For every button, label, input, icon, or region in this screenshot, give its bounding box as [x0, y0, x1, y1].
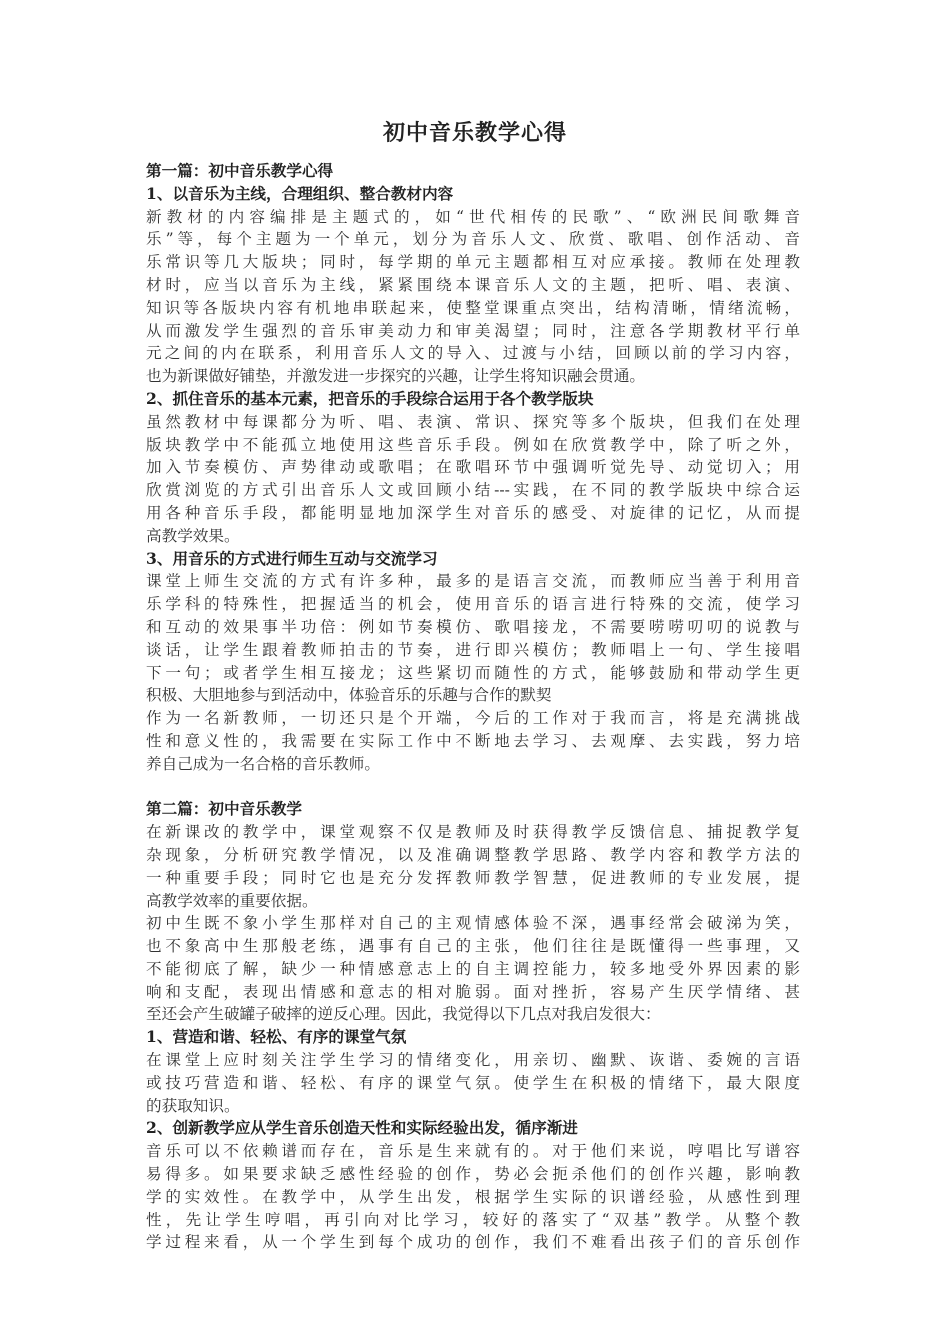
- section-heading: 第一篇：初中音乐教学心得: [146, 161, 334, 180]
- text-line: 元之间的内在联系，利用音乐人文的导入、过渡与小结，回顾以前的学习内容，: [146, 344, 800, 363]
- text-line: 用各种音乐手段，都能明显地加深学生对音乐的感受、对旋律的记忆，从而提: [146, 503, 800, 522]
- page-title: 初中音乐教学心得: [382, 120, 567, 146]
- text-line: 学过程来看，从一个学生到每个成功的创作，我们不难看出孩子们的音乐创作: [146, 1233, 800, 1252]
- text-line: 加入节奏模仿、声势律动或歌唱；在歌唱环节中强调听觉先导、动觉切入；用: [146, 458, 800, 477]
- section-heading: 1、以音乐为主线，合理组织、整合教材内容: [146, 183, 454, 203]
- text-line: 知识等各版块内容有机地串联起来，使整堂课重点突出，结构清晰，情绪流畅，: [146, 298, 800, 317]
- text-line: 或技巧营造和谐、轻松、有序的课堂气氛。使学生在积极的情绪下，最大限度: [146, 1073, 800, 1092]
- text-line: 下一句；或者学生相互接龙；这些紧切而随性的方式，能够鼓励和带动学生更: [146, 663, 800, 682]
- text-line: 积极、大胆地参与到活动中，体验音乐的乐趣与合作的默契: [146, 686, 552, 705]
- text-line: 虽然教材中每课都分为听、唱、表演、常识、探究等多个版块，但我们在处理: [146, 412, 800, 431]
- text-line: 课堂上师生交流的方式有许多种，最多的是语言交流，而教师应当善于利用音: [146, 572, 800, 591]
- text-line: 乐”等，每个主题为一个单元，划分为音乐人文、欣赏、歌唱、创作活动、音: [146, 230, 800, 249]
- blank-line: [146, 776, 800, 799]
- text-line: 从而激发学生强烈的音乐审美动力和审美渴望；同时，注意各学期教材平行单: [146, 321, 800, 340]
- text-line: 响和支配，表现出情感和意志的相对脆弱。面对挫折，容易产生厌学情绪、甚: [146, 982, 800, 1001]
- text-line: 欣赏浏览的方式引出音乐人文或回顾小结---实践，在不同的教学版块中综合运: [146, 481, 800, 500]
- section-heading: 2、抓住音乐的基本元素，把音乐的手段综合运用于各个教学版块: [146, 388, 594, 408]
- text-line: 作为一名新教师，一切还只是个开端，今后的工作对于我而言，将是充满挑战: [146, 709, 800, 728]
- text-line: 性，先让学生哼唱，再引向对比学习，较好的落实了“双基”教学。从整个教: [146, 1210, 800, 1229]
- text-line: 养自己成为一名合格的音乐教师。: [146, 754, 380, 773]
- section-heading: 2、创新教学应从学生音乐创造天性和实际经验出发，循序渐进: [146, 1118, 578, 1138]
- text-line: 的获取知识。: [146, 1096, 240, 1115]
- text-line: 版块教学中不能孤立地使用这些音乐手段。例如在欣赏教学中，除了听之外，: [146, 435, 800, 454]
- document-body: [146, 160, 800, 1254]
- text-line: 高教学效率的重要依据。: [146, 891, 318, 910]
- text-line: 谈话，让学生跟着教师拍击的节奏，进行即兴模仿；教师唱上一句、学生接唱: [146, 640, 800, 659]
- text-line: 性和意义性的，我需要在实际工作中不断地去学习、去观摩、去实践，努力培: [146, 731, 800, 750]
- text-line: 初中生既不象小学生那样对自己的主观情感体验不深，遇事经常会破涕为笑，: [146, 914, 800, 933]
- text-line: 也不象高中生那般老练，遇事有自己的主张，他们往往是既懂得一些事理，又: [146, 937, 800, 956]
- text-line: 乐常识等几大版块；同时，每学期的单元主题都相互对应承接。教师在处理教: [146, 253, 800, 272]
- section-heading: 第二篇：初中音乐教学: [146, 799, 302, 819]
- text-line: 一种重要手段；同时它也是充分发挥教师教学智慧，促进教师的专业发展，提: [146, 868, 800, 887]
- text-line: 在课堂上应时刻关注学生学习的情绪变化，用亲切、幽默、诙谐、委婉的言语: [146, 1051, 800, 1070]
- text-line: 也为新课做好铺垫，并激发进一步探究的兴趣，让学生将知识融会贯通。: [146, 367, 646, 386]
- section-heading: 3、用音乐的方式进行师生互动与交流学习: [146, 548, 438, 568]
- text-line: 杂现象，分析研究教学情况，以及准确调整教学思路、教学内容和教学方法的: [146, 845, 800, 864]
- text-line: 学的实效性。在教学中，从学生出发，根据学生实际的识谱经验，从感性到理: [146, 1187, 800, 1206]
- text-line: 乐学科的特殊性，把握适当的机会，使用音乐的语言进行特殊的交流，使学习: [146, 595, 800, 614]
- text-line: 易得多。如果要求缺乏感性经验的创作，势必会扼杀他们的创作兴趣，影响教: [146, 1165, 800, 1184]
- text-line: 新教材的内容编排是主题式的，如“世代相传的民歌”、“欧洲民间歌舞音: [146, 207, 800, 226]
- section-heading: 1、营造和谐、轻松、有序的课堂气氛: [146, 1027, 407, 1047]
- text-line: 至还会产生破罐子破摔的逆反心理。因此，我觉得以下几点对我启发很大：: [146, 1005, 661, 1024]
- text-line: 和互动的效果事半功倍：例如节奏模仿、歌唱接龙，不需要唠唠叨叨的说教与: [146, 617, 800, 636]
- text-line: 不能彻底了解，缺少一种情感意志上的自主调控能力，较多地受外界因素的影: [146, 959, 800, 978]
- text-line: 高教学效果。: [146, 526, 240, 545]
- text-line: 音乐可以不依赖谱而存在，音乐是生来就有的。对于他们来说，哼唱比写谱容: [146, 1142, 800, 1161]
- text-line: 材时，应当以音乐为主线，紧紧围绕本课音乐人文的主题，把听、唱、表演、: [146, 275, 800, 294]
- text-line: 在新课改的教学中，课堂观察不仅是教师及时获得教学反馈信息、捕捉教学复: [146, 823, 800, 842]
